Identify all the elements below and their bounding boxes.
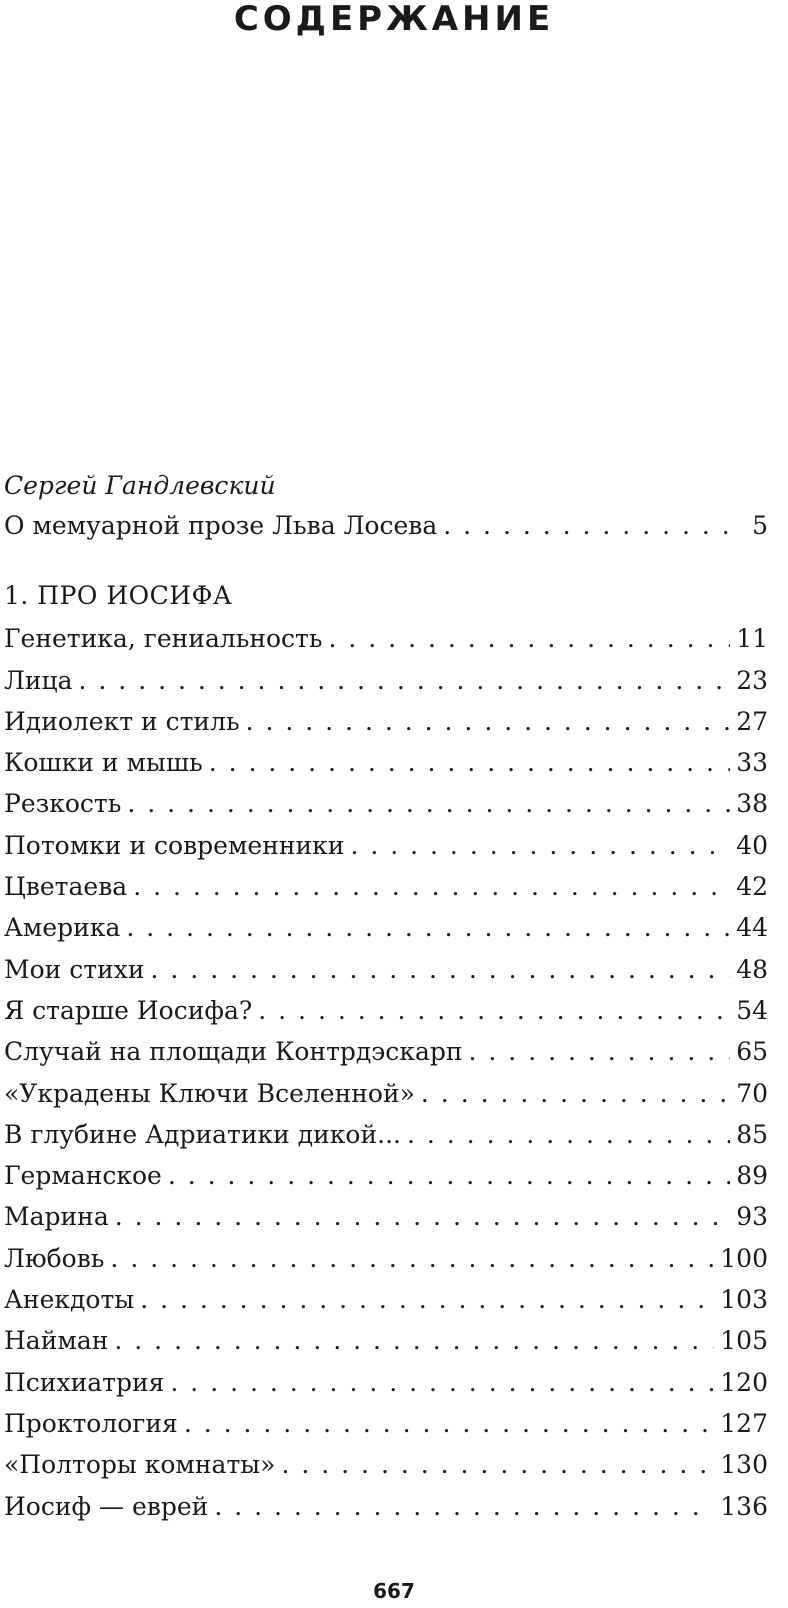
toc-entry-title: Анекдоты	[4, 1285, 135, 1315]
toc-entry-page: 120	[720, 1367, 768, 1397]
toc-entry-title: Мои стихи	[4, 954, 145, 984]
toc-entry-title: Потомки и современники	[4, 830, 345, 860]
toc-entry[interactable]	[4, 1320, 768, 1361]
toc-entry-title: Иосиф — еврей	[4, 1491, 209, 1521]
section-heading: 1. ПРО ИОСИФА	[4, 581, 233, 611]
toc-entry-page: 44	[736, 913, 768, 943]
toc-entry[interactable]	[4, 1073, 768, 1114]
toc-entry-page: 100	[720, 1243, 768, 1273]
dot-leader	[443, 505, 738, 546]
toc-entry-title: Лица	[4, 665, 73, 695]
toc-entry-title: В глубине Адриатики дикой...	[4, 1119, 401, 1149]
toc-entry-page: 48	[736, 954, 768, 984]
toc-entry-page: 93	[736, 1202, 768, 1232]
toc-entry[interactable]	[4, 742, 768, 783]
dot-leader	[407, 1114, 730, 1155]
toc-entry[interactable]	[4, 1279, 768, 1320]
dot-leader	[115, 1196, 730, 1237]
dot-leader	[133, 866, 730, 907]
dot-leader	[469, 1031, 731, 1072]
toc-entry[interactable]	[4, 1155, 768, 1196]
dot-leader	[168, 1155, 730, 1196]
toc-entry-page: 127	[720, 1408, 768, 1438]
toc-entry-page: 23	[736, 665, 768, 695]
toc-entry[interactable]	[4, 949, 768, 990]
dot-leader	[350, 825, 730, 866]
dot-leader	[246, 701, 731, 742]
toc-entry-title: Резкость	[4, 789, 122, 819]
toc-entry-title: Проктология	[4, 1408, 178, 1438]
toc-entry-title: Идиолект и стиль	[4, 706, 240, 736]
toc-entry-page: 11	[736, 624, 768, 654]
toc-entry-page: 5	[752, 511, 768, 540]
toc-entry-title: Я старше Иосифа?	[4, 995, 253, 1025]
dot-leader	[281, 1444, 714, 1485]
dot-leader	[126, 907, 730, 948]
toc-entry-title: Найман	[4, 1326, 109, 1356]
toc-entry-page: 70	[736, 1078, 768, 1108]
toc-entry-title: Германское	[4, 1161, 162, 1191]
page-number: 667	[373, 1579, 415, 1603]
toc-entry[interactable]	[4, 660, 768, 701]
toc-entry-title: Кошки и мышь	[4, 748, 203, 778]
toc-entry-title: Случай на площади Контрдэскарп	[4, 1037, 463, 1067]
dot-leader	[184, 1403, 714, 1444]
dot-leader	[151, 949, 731, 990]
page-title: СОДЕРЖАНИЕ	[233, 0, 555, 39]
toc-entry-page: 130	[720, 1450, 768, 1480]
toc-entry-page: 105	[720, 1326, 768, 1356]
toc-entry-title: Америка	[4, 913, 121, 943]
toc-entry[interactable]	[4, 701, 768, 742]
dot-leader	[421, 1073, 730, 1114]
dot-leader	[170, 1362, 714, 1403]
toc-entry-page: 85	[736, 1119, 768, 1149]
toc-entry[interactable]	[4, 1362, 768, 1403]
toc-entry[interactable]	[4, 1403, 768, 1444]
toc-entry-title: Психиатрия	[4, 1367, 165, 1397]
toc-entry-title: «Полторы комнаты»	[4, 1450, 276, 1480]
table-of-contents	[4, 467, 768, 1527]
toc-entry[interactable]	[4, 990, 768, 1031]
toc-entry-page: 89	[736, 1161, 768, 1191]
toc-entry-page: 65	[736, 1037, 768, 1067]
toc-entry-page: 103	[720, 1285, 768, 1315]
dot-leader	[329, 618, 731, 659]
dot-leader	[209, 742, 731, 783]
toc-entry[interactable]	[4, 1031, 768, 1072]
toc-entry-page: 54	[736, 995, 768, 1025]
toc-entry-intro[interactable]	[4, 505, 768, 546]
dot-leader	[214, 1486, 714, 1527]
dot-leader	[79, 660, 731, 701]
section-spacer	[4, 546, 768, 574]
toc-entry-page: 136	[720, 1491, 768, 1521]
toc-entry-title: О мемуарной прозе Льва Лосева	[4, 511, 438, 540]
toc-entry-title: Марина	[4, 1202, 109, 1232]
toc-entry[interactable]	[4, 1196, 768, 1237]
toc-entry-page: 42	[736, 872, 768, 902]
toc-entry-title: «Украдены Ключи Вселенной»	[4, 1078, 415, 1108]
dot-leader	[127, 783, 730, 824]
dot-leader	[110, 1238, 714, 1279]
toc-entry-title: Цветаева	[4, 872, 128, 902]
dot-leader	[114, 1320, 714, 1361]
toc-entry[interactable]	[4, 783, 768, 824]
toc-entry[interactable]	[4, 1114, 768, 1155]
toc-entry-page: 33	[736, 748, 768, 778]
toc-entry-page: 27	[736, 706, 768, 736]
toc-entry[interactable]	[4, 1444, 768, 1485]
toc-entry[interactable]	[4, 1486, 768, 1527]
toc-entry[interactable]	[4, 1238, 768, 1279]
toc-entry-title: Генетика, гениальность	[4, 624, 323, 654]
dot-leader	[258, 990, 730, 1031]
toc-entry-title: Любовь	[4, 1243, 105, 1273]
dot-leader	[140, 1279, 714, 1320]
toc-entry[interactable]	[4, 866, 768, 907]
toc-entry-page: 40	[736, 830, 768, 860]
intro-author: Сергей Гандлевский	[4, 471, 276, 500]
toc-entry[interactable]	[4, 618, 768, 659]
toc-entry[interactable]	[4, 907, 768, 948]
toc-entry-page: 38	[736, 789, 768, 819]
toc-entry[interactable]	[4, 825, 768, 866]
